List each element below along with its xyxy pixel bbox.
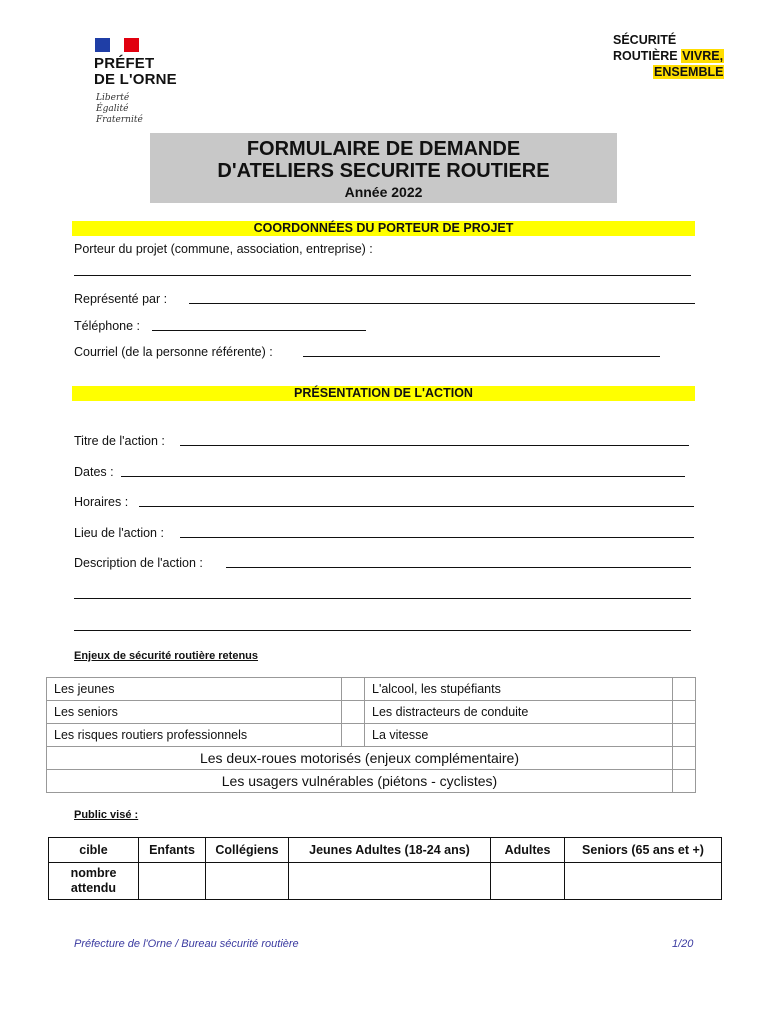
- enjeu-checkbox[interactable]: [673, 678, 696, 701]
- republic-motto: Liberté Égalité Fraternité: [96, 93, 143, 125]
- enjeu-checkbox[interactable]: [673, 747, 696, 770]
- description-input-line-1[interactable]: [226, 567, 691, 568]
- description-input-line-3[interactable]: [74, 630, 691, 631]
- enjeu-label: Les distracteurs de conduite: [365, 701, 673, 724]
- enjeu-checkbox[interactable]: [673, 701, 696, 724]
- footer-left: Préfecture de l'Orne / Bureau sécurité routière: [74, 938, 299, 950]
- column-header: Jeunes Adultes (18-24 ans): [289, 838, 491, 863]
- table-header-row: [49, 838, 722, 863]
- prefet-logo-text: PRÉFET DE L'ORNE: [94, 55, 177, 88]
- enjeu-label: L'alcool, les stupéfiants: [365, 678, 673, 701]
- courriel-input-line[interactable]: [303, 356, 660, 357]
- form-title-box: [150, 133, 617, 203]
- table-row: [47, 678, 696, 701]
- horaires-label: Horaires :: [74, 495, 129, 509]
- titre-input-line[interactable]: [180, 445, 689, 446]
- lieu-label: Lieu de l'action :: [74, 526, 164, 540]
- count-cell-seniors[interactable]: [565, 863, 722, 900]
- enjeu-label: Les deux-roues motorisés (enjeux complémentaire): [47, 747, 673, 770]
- enjeu-label: Les usagers vulnérables (piétons - cyclistes): [47, 770, 673, 793]
- column-header: Adultes: [491, 838, 565, 863]
- table-row: [49, 863, 722, 900]
- description-input-line-2[interactable]: [74, 598, 691, 599]
- column-header: Collégiens: [206, 838, 289, 863]
- enjeu-label: La vitesse: [365, 724, 673, 747]
- count-cell-adultes[interactable]: [491, 863, 565, 900]
- form-title-line1: FORMULAIRE DE DEMANDE: [246, 138, 521, 160]
- securite-routiere-logo: SÉCURITÉ ROUTIÈRE VIVRE, ENSEMBLE: [613, 32, 731, 87]
- enjeu-label: Les jeunes: [47, 678, 342, 701]
- enjeu-checkbox[interactable]: [342, 724, 365, 747]
- enjeu-label: Les seniors: [47, 701, 342, 724]
- column-header: Seniors (65 ans et +): [565, 838, 722, 863]
- row-label: nombre attendu: [49, 863, 139, 900]
- description-label: Description de l'action :: [74, 556, 203, 570]
- page-number: 1/20: [672, 938, 694, 950]
- represente-input-line[interactable]: [189, 303, 695, 304]
- horaires-input-line[interactable]: [139, 506, 694, 507]
- enjeux-table: [46, 677, 696, 793]
- titre-label: Titre de l'action :: [74, 434, 165, 448]
- form-year: Année 2022: [344, 184, 423, 200]
- enjeu-checkbox[interactable]: [342, 701, 365, 724]
- porteur-input-line[interactable]: [74, 275, 691, 276]
- lieu-input-line[interactable]: [180, 537, 694, 538]
- column-header: Enfants: [139, 838, 206, 863]
- courriel-label: Courriel (de la personne référente) :: [74, 345, 273, 359]
- form-title-line2: D'ATELIERS SECURITE ROUTIERE: [217, 160, 550, 182]
- table-row: [47, 724, 696, 747]
- telephone-label: Téléphone :: [74, 319, 141, 333]
- count-cell-collegiens[interactable]: [206, 863, 289, 900]
- table-row: [47, 747, 696, 770]
- table-row: [47, 770, 696, 793]
- section-header-porteur: COORDONNÉES DU PORTEUR DE PROJET: [72, 221, 695, 236]
- enjeu-checkbox[interactable]: [342, 678, 365, 701]
- enjeu-label: Les risques routiers professionnels: [47, 724, 342, 747]
- dates-label: Dates :: [74, 465, 114, 479]
- telephone-input-line[interactable]: [152, 330, 366, 331]
- porteur-label: Porteur du projet (commune, association, entreprise) :: [74, 242, 373, 256]
- enjeu-checkbox[interactable]: [673, 724, 696, 747]
- count-cell-enfants[interactable]: [139, 863, 206, 900]
- column-header: cible: [49, 838, 139, 863]
- enjeu-checkbox[interactable]: [673, 770, 696, 793]
- dates-input-line[interactable]: [121, 476, 685, 477]
- public-table: [48, 837, 722, 900]
- count-cell-jeunes-adultes[interactable]: [289, 863, 491, 900]
- enjeux-heading: Enjeux de sécurité routière retenus: [74, 650, 259, 662]
- french-flag-logo: [95, 38, 139, 52]
- section-header-action: PRÉSENTATION DE L'ACTION: [72, 386, 695, 401]
- public-heading: Public visé :: [74, 809, 139, 821]
- represente-label: Représenté par :: [74, 292, 168, 306]
- table-row: [47, 701, 696, 724]
